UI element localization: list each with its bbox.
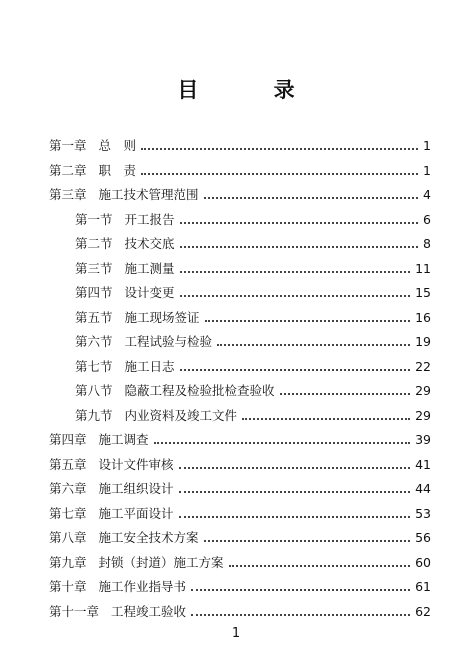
dot-leader (191, 600, 410, 616)
entry-number: 第九章 (49, 555, 87, 570)
toc-entry-chapter-7[interactable] (49, 502, 431, 524)
toc-entry-section-5[interactable] (75, 306, 431, 328)
entry-number: 第十一章 (49, 604, 100, 619)
entry-page: 1 (423, 162, 431, 178)
dot-leader (179, 477, 411, 493)
dot-leader (141, 134, 418, 150)
entry-number: 第三节 (75, 261, 113, 276)
entry-title: 施工现场签证 (124, 310, 200, 325)
entry-number: 第三章 (49, 187, 87, 202)
entry-number: 第五节 (75, 310, 113, 325)
dot-leader (179, 502, 411, 518)
entry-title: 封锁（封道）施工方案 (98, 555, 224, 570)
entry-page: 1 (423, 137, 431, 153)
dot-leader (180, 257, 411, 273)
entry-page: 39 (415, 431, 431, 447)
entry-title: 隐蔽工程及检验批检查验收 (124, 383, 275, 398)
entry-number: 第八章 (49, 530, 87, 545)
toc-entry-section-6[interactable] (75, 330, 431, 352)
entry-number: 第二节 (75, 236, 113, 251)
entry-number: 第七章 (49, 506, 87, 521)
entry-number: 第八节 (75, 383, 113, 398)
dot-leader (180, 281, 411, 297)
dot-leader (217, 330, 410, 346)
entry-page: 15 (415, 284, 431, 300)
entry-page: 29 (415, 382, 431, 398)
toc-entry-chapter-5[interactable] (49, 453, 431, 475)
entry-page: 41 (415, 456, 431, 472)
toc-entry-chapter-2[interactable] (49, 159, 431, 181)
entry-page: 29 (415, 407, 431, 423)
toc-entry-chapter-6[interactable] (49, 477, 431, 499)
toc-entry-chapter-4[interactable] (49, 428, 431, 450)
entry-number: 第七节 (75, 359, 113, 374)
dot-leader (229, 551, 411, 567)
entry-number: 第十章 (49, 579, 87, 594)
entry-title: 施工组织设计 (98, 481, 174, 496)
entry-page: 56 (415, 529, 431, 545)
entry-title: 职 责 (98, 163, 137, 178)
toc-entry-section-3[interactable] (75, 257, 431, 279)
entry-page: 62 (415, 603, 431, 619)
entry-number: 第六节 (75, 334, 113, 349)
toc-entry-chapter-8[interactable] (49, 526, 431, 548)
toc-entry-section-4[interactable] (75, 281, 431, 303)
entry-number: 第一章 (49, 138, 87, 153)
entry-number: 第四节 (75, 285, 113, 300)
dot-leader (180, 208, 418, 224)
entry-page: 11 (415, 260, 431, 276)
entry-title: 设计变更 (124, 285, 175, 300)
entry-page: 19 (415, 333, 431, 349)
dot-leader (180, 232, 418, 248)
entry-title: 技术交底 (124, 236, 175, 251)
entry-number: 第六章 (49, 481, 87, 496)
toc-entry-chapter-11[interactable] (49, 600, 431, 622)
dot-leader (242, 404, 410, 420)
page-title: 目 录 (177, 78, 329, 102)
toc-entry-section-1[interactable] (75, 208, 431, 230)
dot-leader (191, 575, 410, 591)
dot-leader (204, 526, 411, 542)
dot-leader (179, 453, 411, 469)
entry-page: 16 (415, 309, 431, 325)
dot-leader (280, 379, 411, 395)
entry-number: 第四章 (49, 432, 87, 447)
entry-title: 施工技术管理范围 (98, 187, 199, 202)
entry-title: 工程试验与检验 (124, 334, 213, 349)
entry-page: 22 (415, 358, 431, 374)
toc-entry-section-8[interactable] (75, 379, 431, 401)
entry-title: 施工安全技术方案 (98, 530, 199, 545)
entry-page: 61 (415, 578, 431, 594)
entry-number: 第二章 (49, 163, 87, 178)
toc-entry-chapter-3[interactable] (49, 183, 431, 205)
dot-leader (205, 306, 411, 322)
entry-page: 4 (423, 186, 431, 202)
toc-entry-chapter-10[interactable] (49, 575, 431, 597)
entry-title: 施工作业指导书 (98, 579, 187, 594)
entry-page: 53 (415, 505, 431, 521)
toc-entry-section-7[interactable] (75, 355, 431, 377)
dot-leader (204, 183, 418, 199)
dot-leader (141, 159, 418, 175)
entry-page: 6 (423, 211, 431, 227)
entry-number: 第一节 (75, 212, 113, 227)
entry-page: 60 (415, 554, 431, 570)
entry-title: 工程竣工验收 (111, 604, 187, 619)
entry-title: 内业资料及竣工文件 (124, 408, 238, 423)
entry-number: 第九节 (75, 408, 113, 423)
toc-entry-chapter-9[interactable] (49, 551, 431, 573)
entry-title: 施工平面设计 (98, 506, 174, 521)
toc-entry-chapter-1[interactable] (49, 134, 431, 156)
entry-number: 第五章 (49, 457, 87, 472)
toc-entry-section-9[interactable] (75, 404, 431, 426)
entry-page: 8 (423, 235, 431, 251)
page-number: 1 (231, 626, 241, 641)
dot-leader (180, 355, 411, 371)
dot-leader (154, 428, 411, 444)
toc-entry-section-2[interactable] (75, 232, 431, 254)
entry-title: 开工报告 (124, 212, 175, 227)
entry-title: 总 则 (98, 138, 137, 153)
entry-page: 44 (415, 480, 431, 496)
entry-title: 设计文件审核 (98, 457, 174, 472)
entry-title: 施工调查 (98, 432, 149, 447)
entry-title: 施工测量 (124, 261, 175, 276)
entry-title: 施工日志 (124, 359, 175, 374)
